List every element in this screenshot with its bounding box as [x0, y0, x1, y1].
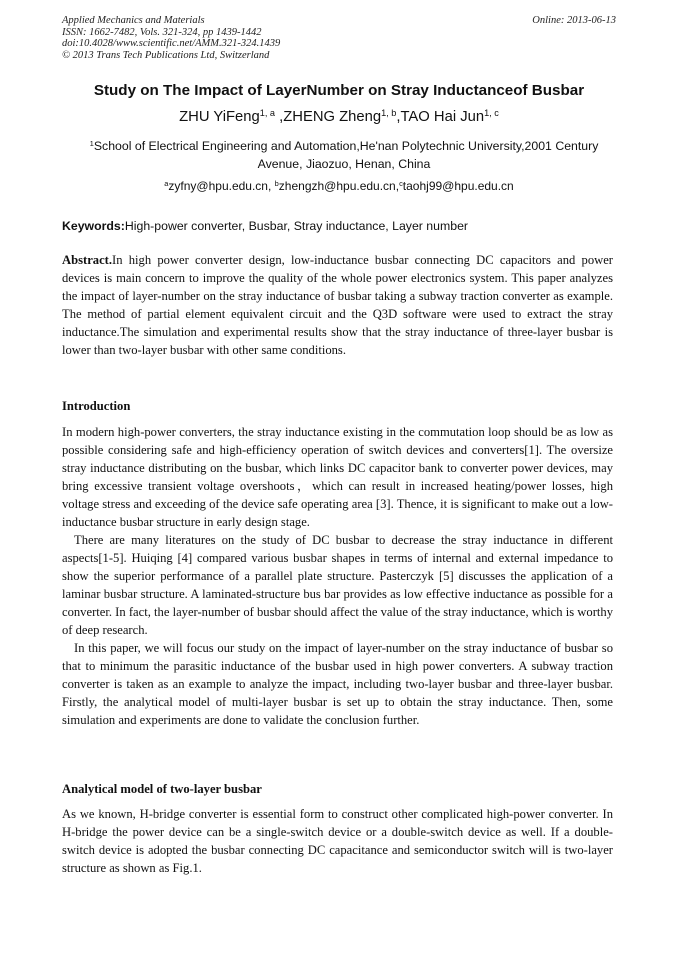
introduction-body — [62, 423, 613, 729]
abstract-label: Abstract. — [62, 253, 113, 267]
author-name: ZHU YiFeng — [179, 109, 260, 125]
section-heading-introduction: Introduction — [62, 399, 131, 413]
paper-title: Study on The Impact of LayerNumber on Stray Inductanceof Busbar — [93, 82, 585, 99]
affiliation-text: School of Electrical Engineering and Automation,He'nan Polytechnic University,2001 Century Avenue, Jiaozuo, Henan, China — [93, 139, 599, 171]
keywords — [62, 218, 622, 234]
email-sup: c — [399, 178, 403, 188]
affiliation-sup: 1 — [89, 138, 94, 148]
section-heading-analytical-model: Analytical model of two-layer busbar — [62, 782, 262, 796]
email-text: zyfny@hpu.edu.cn, — [168, 179, 275, 193]
journal-copyright: © 2013 Trans Tech Publications Ltd, Switzerland — [62, 49, 270, 61]
abstract — [62, 251, 613, 359]
keywords-label: Keywords: — [62, 219, 125, 233]
paragraph: In modern high-power converters, the stray inductance existing in the commutation loop should be as low as possible considering safe and high-efficiency operation of switch devices and converters[1]. The oversize stray inductance distributing on the busbar, which links DC capacitor bank to converter power devices, may bring excessive transient voltage overshoots，which can result in increased heating/power losses, high voltage stress and exceeding of the device safe operating area [3]. Thence, it is significant to make out a low-inductance busbar structure in early design stage. — [62, 425, 613, 529]
abstract-text: In high power converter design, low-inductance busbar connecting DC capacitors and power devices is main concern to improve the quality of the whole power electronics system. This paper analyzes the impact of layer-number on the stray inductance of busbar taking a subway traction converter as example. The method of partial element equivalent circuit and the Q3D software were used to extract the stray inductance.The simulation and experimental results show that the stray inductance of three-layer busbar is lower than two-layer busbar with other same conditions. — [62, 253, 613, 357]
online-date: Online: 2013-06-13 — [532, 15, 616, 26]
keywords-text: High-power converter, Busbar, Stray inductance, Layer number — [124, 219, 468, 233]
journal-name: Applied Mechanics and Materials — [62, 15, 205, 26]
email-sup: a — [164, 178, 169, 188]
email-text: zhengzh@hpu.edu.cn, — [278, 179, 400, 193]
email-list — [30, 178, 648, 194]
author-list — [30, 106, 648, 128]
author-sup: 1, b — [381, 107, 397, 118]
journal-doi: doi:10.4028/www.scientific.net/AMM.321-324.1439 — [62, 38, 281, 50]
author-name: ,TAO Hai Jun — [396, 109, 485, 125]
paragraph: In this paper, we will focus our study on the impact of layer-number on the stray inductance of busbar so that to minimum the parasitic inductance of the busbar used in high power converters. A subway traction converter is taken as an example to analyze the impact, including two-layer busbar and three-layer busbar. Firstly, the analytical model of multi-layer busbar is set up to obtain the stray inductance. Then, some simulation and experiments are done to validate the conclusion further. — [62, 641, 613, 727]
author-name: ,ZHENG Zheng — [275, 109, 382, 125]
email-text: taohj99@hpu.edu.cn — [402, 179, 514, 193]
author-sup: 1, a — [259, 107, 276, 118]
author-sup: 1, c — [484, 107, 499, 118]
affiliation — [74, 137, 614, 173]
paragraph: There are many literatures on the study of DC busbar to decrease the stray inductance in different aspects[1-5]. Huiqing [4] compared various busbar shapes in terms of internal and external impedance to show the superior performance of a parallel plate structure. Pasterczyk [5] discusses the application of a laminar busbar structure. A laminated-structure bus bar provides as low effective inductance as possible for a converter. In fact, the layer-number of busbar should affect the value of the stray inductance, which is worthy of deep research. — [62, 533, 613, 637]
email-sup: b — [274, 178, 279, 188]
journal-header — [62, 15, 616, 61]
paragraph: As we known, H-bridge converter is essential form to construct other complicated high-power converter. In H-bridge the power device can be a single-switch device or a double-switch device as well. If a double-switch device is adopted the busbar connecting DC capacitance and semiconductor switch will is two-layer structure as shown as Fig.1. — [62, 807, 613, 875]
journal-issn: ISSN: 1662-7482, Vols. 321-324, pp 1439-1442 — [62, 26, 262, 38]
analytical-body — [62, 805, 613, 877]
